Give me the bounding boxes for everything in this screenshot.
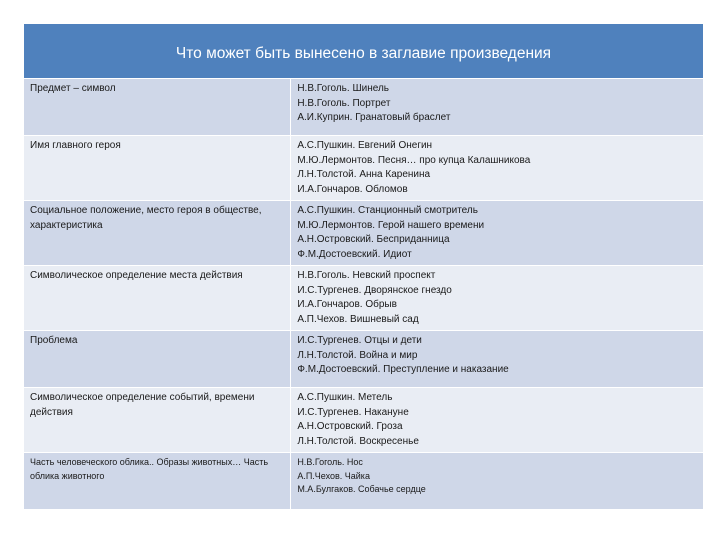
- example-line: А.С.Пушкин. Станционный смотритель: [297, 205, 478, 216]
- example-line: А.Н.Островский. Гроза: [297, 421, 403, 432]
- example-line: Ф.М.Достоевский. Идиот: [297, 248, 412, 260]
- example-line: М.Ю.Лермонтов. Песня… про купца Калашникова: [297, 154, 531, 166]
- table-row: [24, 388, 704, 453]
- example-line: Н.В.Гоголь. Портрет: [297, 97, 391, 109]
- table-header-row: [24, 24, 704, 79]
- examples-cell: [291, 266, 704, 331]
- example-line: И.С.Тургенев. Накануне: [297, 406, 409, 418]
- category-cell: Предмет – символ: [24, 79, 291, 136]
- example-line: И.С.Тургенев. Отцы и дети: [297, 335, 422, 346]
- table-row: [24, 453, 704, 510]
- example-line: Н.В.Гоголь. Невский проспект: [297, 270, 436, 281]
- example-line: Ф.М.Достоевский. Преступление и наказание: [297, 364, 509, 375]
- example-line: Л.Н.Толстой. Анна Каренина: [297, 169, 431, 180]
- title-table: [23, 23, 704, 510]
- example-line: А.И.Куприн. Гранатовый браслет: [297, 112, 451, 123]
- example-line: А.С.Пушкин. Евгений Онегин: [297, 140, 433, 151]
- category-cell: Символическое определение событий, времени действия: [24, 388, 291, 453]
- example-line: И.А.Гончаров. Обрыв: [297, 299, 397, 310]
- table-row: [24, 79, 704, 136]
- examples-cell: [291, 79, 704, 136]
- example-line: Л.Н.Толстой. Воскресенье: [297, 435, 419, 447]
- category-cell: Часть человеческого облика.. Образы животных… Часть облика животного: [24, 453, 291, 510]
- category-cell: Проблема: [24, 331, 291, 388]
- examples-cell: [291, 136, 704, 201]
- example-line: Л.Н.Толстой. Война и мир: [297, 349, 418, 361]
- example-line: М.Ю.Лермонтов. Герой нашего времени: [297, 219, 485, 231]
- table-row: [24, 201, 704, 266]
- example-line: Н.В.Гоголь. Шинель: [297, 83, 389, 94]
- example-line: А.С.Пушкин. Метель: [297, 392, 393, 403]
- example-line: И.С.Тургенев. Дворянское гнездо: [297, 284, 452, 296]
- example-line: А.П.Чехов. Вишневый сад: [297, 313, 419, 325]
- category-cell: Символическое определение места действия: [24, 266, 291, 331]
- examples-cell: [291, 201, 704, 266]
- table-row: [24, 266, 704, 331]
- example-line: А.Н.Островский. Бесприданница: [297, 234, 450, 245]
- category-cell: Социальное положение, место героя в обществе, характеристика: [24, 201, 291, 266]
- example-line: И.А.Гончаров. Обломов: [297, 183, 408, 195]
- table-row: [24, 331, 704, 388]
- examples-cell: [291, 331, 704, 388]
- examples-cell: [291, 388, 704, 453]
- category-cell: Имя главного героя: [24, 136, 291, 201]
- example-line: М.А.Булгаков. Собачье сердце: [297, 484, 426, 494]
- table-title: Что может быть вынесено в заглавие произведения: [24, 24, 704, 79]
- table-row: [24, 136, 704, 201]
- examples-cell: [291, 453, 704, 510]
- example-line: А.П.Чехов. Чайка: [297, 470, 370, 481]
- example-line: Н.В.Гоголь. Нос: [297, 457, 363, 467]
